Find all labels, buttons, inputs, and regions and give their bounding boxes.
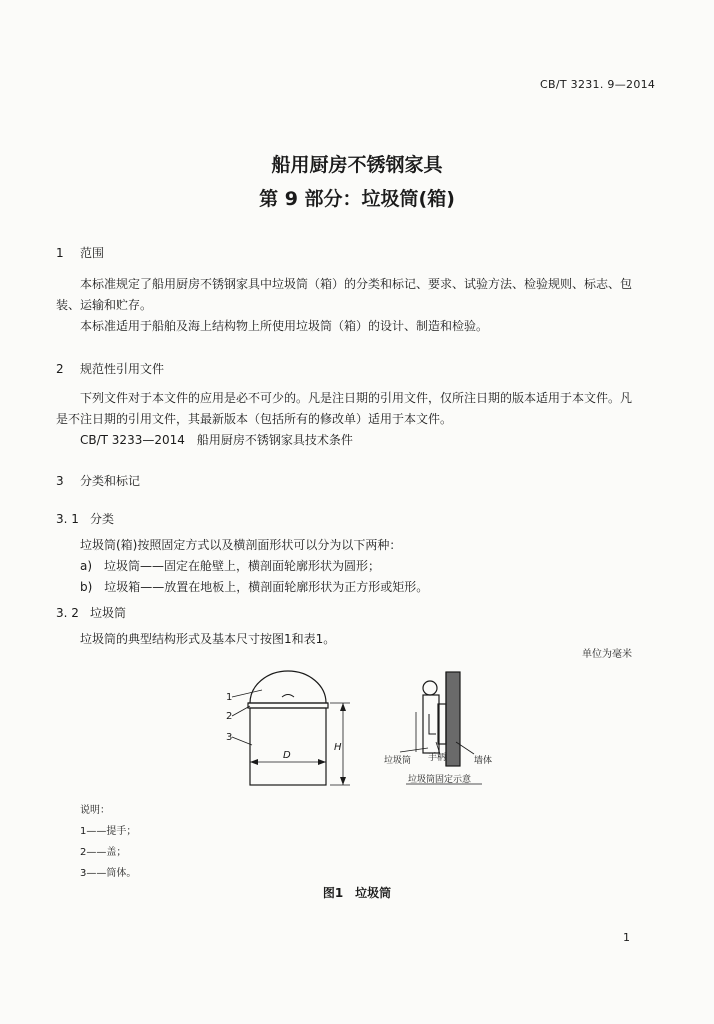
section-number: 2 [56, 362, 64, 376]
figure-caption: 图1 垃圾筒 [322, 886, 392, 900]
section-number: 1 [56, 246, 64, 260]
bin-body [250, 708, 326, 785]
section-title: 垃圾筒 [90, 606, 127, 620]
label-bin-leader [400, 748, 428, 752]
page-number: 1 [623, 931, 630, 944]
legend-item-2: 2——盖； [80, 847, 127, 858]
wall-hatch [446, 672, 460, 766]
bin-front-view [232, 671, 350, 785]
callout-1-leader [232, 690, 262, 697]
dim-h-arrow-bottom [340, 777, 346, 785]
callout-2: 2 [226, 711, 233, 722]
section-2-paragraph: 下列文件对于本文件的应用是必不可少的。凡是注日期的引用文件，仅所注日期的版本适用于本文件。凡是不注日期的引用文件，其最新版本（包括所有的修改单）适用于本文件。 [56, 391, 633, 426]
standard-code: CB/T 3231. 9—2014 [540, 78, 656, 91]
legend [80, 800, 136, 884]
bracket-hook [429, 714, 436, 734]
section-title: 分类和标记 [80, 474, 141, 488]
label-hand: 手柄 [428, 753, 447, 763]
document-subtitle: 第 9 部分：垃圾筒(箱) [259, 188, 455, 210]
bin-fixing-view [400, 672, 482, 784]
unit-note: 单位为毫米 [582, 649, 632, 660]
callout-1: 1 [226, 692, 233, 703]
list-item-b: b) 垃圾箱——放置在地板上，横剖面轮廓形状为正方形或矩形。 [80, 580, 429, 594]
subsection-3-2-intro: 垃圾筒的典型结构形式及基本尺寸按图1和表1。 [80, 632, 336, 646]
section-1-paragraph-1: 本标准规定了船用厨房不锈钢家具中垃圾筒（箱）的分类和标记、要求、试验方法、检验规则、标志、包装、运输和贮存。 [56, 277, 633, 312]
bin-lid-band [248, 703, 328, 708]
callout-3-leader [232, 737, 252, 745]
document-title: 船用厨房不锈钢家具 [271, 154, 443, 176]
section-title: 规范性引用文件 [80, 362, 165, 376]
section-number: 3. 1 [56, 512, 79, 526]
callout-3: 3 [226, 732, 233, 743]
dim-h-arrow-top [340, 703, 346, 711]
subsection-3-1-intro: 垃圾筒(箱)按照固定方式以及横剖面形状可以分为以下两种： [80, 538, 402, 552]
legend-title: 说明： [80, 805, 110, 816]
bin-lid-dome [250, 671, 326, 703]
list-item-a: a) 垃圾筒——固定在舱壁上，横剖面轮廓形状为圆形； [80, 559, 381, 573]
dimension-d-label: D [283, 750, 291, 761]
section-title: 分类 [90, 512, 115, 526]
dimension-h-label: H [334, 742, 342, 753]
bin-handle [282, 695, 294, 698]
section-number: 3. 2 [56, 606, 79, 620]
fixing-view-title: 垃圾筒固定示意 [408, 775, 472, 785]
normative-reference: CB/T 3233—2014 船用厨房不锈钢家具技术条件 [80, 433, 353, 447]
section-title: 范围 [80, 246, 105, 260]
section-number: 3 [56, 474, 64, 488]
dim-d-arrow-left [250, 759, 258, 765]
label-bin: 垃圾筒 [384, 756, 412, 766]
section-1-paragraph-2: 本标准适用于船舶及海上结构物上所使用垃圾筒（箱）的设计、制造和检验。 [80, 319, 489, 333]
callout-2-leader [232, 706, 250, 716]
dim-d-arrow-right [318, 759, 326, 765]
legend-item-3: 3——筒体。 [80, 868, 137, 879]
bin-side-lid-knob [423, 681, 437, 695]
label-wall: 墙体 [474, 756, 493, 766]
legend-item-1: 1——提手； [80, 826, 137, 837]
